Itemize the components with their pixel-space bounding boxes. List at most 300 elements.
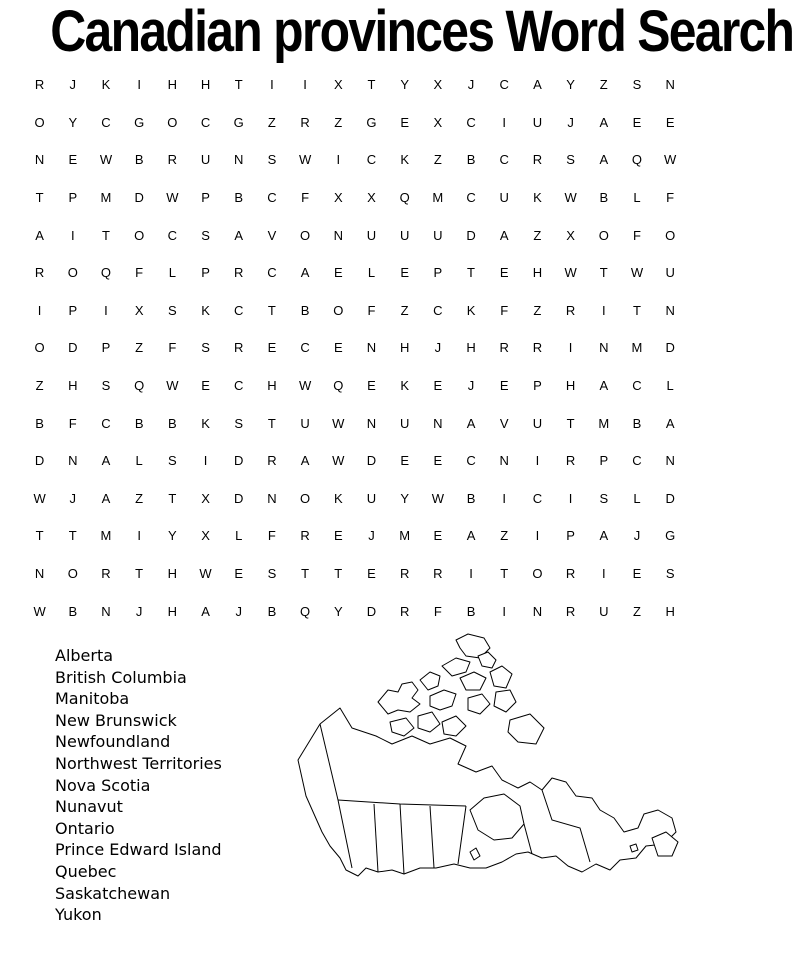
grid-letter: T — [68, 528, 77, 544]
grid-letter: I — [502, 490, 507, 506]
grid-letter: A — [665, 415, 675, 431]
grid-letter: I — [137, 77, 141, 93]
grid-letter: R — [565, 302, 576, 318]
grid-letter: Z — [135, 490, 144, 506]
grid-letter: B — [168, 415, 177, 431]
grid-letter: I — [137, 528, 141, 544]
grid-letter: C — [101, 114, 111, 130]
grid-letter: J — [135, 603, 143, 619]
grid-letter: B — [68, 603, 78, 619]
grid-letter: Z — [334, 114, 343, 130]
grid-letter: N — [366, 340, 377, 356]
grid-letter: R — [399, 566, 410, 582]
grid-letter: W — [199, 566, 212, 582]
word-list-item: Yukon — [55, 905, 102, 925]
grid-letter: P — [433, 265, 443, 281]
grid-letter: X — [134, 302, 144, 318]
grid-letter: N — [34, 566, 45, 582]
letter-grid — [23, 66, 693, 630]
grid-letter: U — [665, 265, 675, 281]
grid-letter: J — [434, 340, 442, 356]
grid-letter: N — [101, 603, 111, 619]
grid-letter: A — [599, 114, 609, 130]
grid-letter: D — [34, 453, 45, 469]
word-list-item: Alberta — [55, 646, 114, 665]
grid-letter: I — [535, 528, 540, 544]
grid-letter: B — [35, 415, 44, 431]
grid-letter: S — [201, 227, 210, 243]
arctic-island — [468, 694, 490, 714]
grid-letter: U — [300, 415, 310, 431]
grid-letter: X — [367, 190, 376, 206]
grid-letter: I — [502, 603, 507, 619]
word-list-item: Nunavut — [55, 797, 123, 817]
arctic-island — [390, 718, 414, 736]
grid-letter: B — [134, 152, 144, 168]
grid-letter: E — [433, 528, 443, 544]
grid-letter: K — [333, 490, 343, 506]
grid-letter: B — [134, 415, 144, 431]
arctic-island — [508, 714, 544, 744]
grid-letter: J — [368, 528, 375, 544]
grid-letter: H — [665, 603, 675, 619]
grid-letter: P — [533, 378, 542, 394]
grid-letter: U — [499, 190, 509, 206]
arctic-island — [478, 652, 496, 668]
grid-letter: A — [300, 453, 310, 469]
grid-letter: N — [234, 152, 244, 168]
grid-letter: P — [101, 340, 111, 356]
grid-letter: S — [599, 490, 609, 506]
grid-letter: W — [630, 265, 644, 281]
grid-letter: R — [300, 528, 310, 544]
grid-letter: I — [37, 302, 42, 318]
grid-letter: C — [532, 490, 543, 506]
grid-letter: I — [104, 302, 108, 318]
grid-letter: U — [366, 227, 377, 243]
grid-letter: B — [234, 190, 244, 206]
grid-letter: Z — [632, 603, 641, 619]
grid-letter: L — [633, 190, 641, 206]
grid-letter: C — [632, 453, 642, 469]
grid-letter: X — [433, 114, 443, 130]
grid-letter: F — [367, 302, 376, 318]
grid-letter: T — [35, 528, 44, 544]
grid-letter: E — [201, 378, 210, 394]
grid-letter: W — [166, 378, 179, 394]
grid-letter: Q — [100, 265, 112, 281]
grid-letter: E — [333, 265, 343, 281]
grid-letter: A — [499, 227, 509, 243]
grid-letter: I — [203, 453, 208, 469]
grid-letter: S — [168, 453, 177, 469]
grid-letter: J — [69, 490, 77, 506]
grid-letter: Y — [566, 77, 575, 93]
grid-letter: C — [267, 190, 277, 206]
grid-letter: I — [568, 490, 573, 506]
canada-map-illustration — [280, 632, 700, 882]
grid-letter: C — [234, 302, 244, 318]
grid-letter: O — [67, 566, 78, 582]
grid-letter: P — [599, 453, 609, 469]
grid-letter: T — [35, 190, 44, 206]
grid-letter: K — [533, 190, 542, 206]
grid-letter: S — [234, 415, 244, 431]
grid-letter: I — [601, 302, 606, 318]
grid-letter: M — [631, 340, 643, 356]
grid-letter: W — [298, 152, 312, 168]
grid-letter: E — [367, 566, 376, 582]
grid-letter: N — [267, 490, 277, 506]
grid-letter: V — [267, 227, 277, 243]
grid-letter: I — [601, 566, 606, 582]
grid-letter: A — [533, 77, 542, 93]
grid-letter: O — [167, 114, 178, 130]
grid-row — [23, 592, 693, 630]
grid-letter: H — [167, 77, 178, 93]
grid-letter: E — [333, 528, 343, 544]
grid-letter: Y — [333, 603, 343, 619]
grid-letter: T — [566, 415, 575, 431]
arctic-island — [420, 672, 440, 690]
grid-letter: J — [567, 114, 574, 130]
grid-letter: K — [201, 302, 210, 318]
grid-letter: R — [34, 77, 45, 93]
grid-letter: R — [234, 340, 244, 356]
grid-letter: D — [366, 603, 377, 619]
grid-letter: E — [267, 340, 277, 356]
word-list-item: Saskatchewan — [55, 883, 171, 903]
grid-letter: Y — [400, 77, 409, 93]
grid-letter: H — [68, 378, 78, 394]
grid-letter: T — [467, 265, 475, 281]
grid-letter: H — [532, 265, 543, 281]
grid-letter: X — [566, 227, 575, 243]
grid-letter: H — [565, 378, 576, 394]
grid-letter: Z — [533, 227, 542, 243]
word-list-item: New Brunswick — [55, 710, 177, 730]
grid-letter: E — [499, 265, 509, 281]
grid-letter: E — [400, 114, 409, 130]
grid-letter: X — [201, 490, 210, 506]
grid-letter: I — [568, 340, 573, 356]
grid-letter: P — [68, 302, 78, 318]
grid-letter: M — [432, 190, 444, 206]
grid-row — [23, 179, 693, 217]
grid-letter: M — [100, 528, 112, 544]
grid-letter: E — [68, 152, 78, 168]
grid-letter: H — [200, 77, 211, 93]
grid-letter: S — [632, 77, 642, 93]
grid-letter: A — [35, 227, 44, 243]
grid-letter: Z — [599, 77, 608, 93]
grid-letter: O — [333, 302, 344, 318]
grid-letter: O — [300, 490, 311, 506]
grid-letter: R — [433, 566, 443, 582]
grid-letter: Y — [400, 490, 409, 506]
grid-letter: P — [566, 528, 575, 544]
grid-letter: T — [500, 566, 509, 582]
grid-letter: H — [167, 603, 178, 619]
grid-letter: B — [599, 190, 609, 206]
grid-letter: W — [564, 265, 577, 281]
grid-letter: D — [68, 340, 78, 356]
grid-letter: P — [68, 190, 78, 206]
grid-letter: R — [101, 566, 111, 582]
grid-letter: N — [333, 227, 343, 243]
grid-letter: Q — [333, 378, 344, 394]
grid-letter: M — [100, 190, 112, 206]
grid-letter: O — [665, 227, 676, 243]
grid-letter: F — [168, 340, 177, 356]
grid-letter: L — [135, 453, 143, 469]
word-list-item: Nova Scotia — [55, 775, 151, 795]
arctic-island — [378, 682, 420, 714]
grid-row — [23, 555, 693, 593]
grid-letter: O — [67, 265, 78, 281]
grid-letter: U — [532, 114, 543, 130]
page-title: Canadian provinces Word Search — [50, 0, 793, 64]
grid-letter: S — [267, 566, 277, 582]
word-list-item: Quebec — [55, 861, 117, 881]
grid-letter: W — [332, 415, 345, 431]
grid-letter: B — [300, 302, 310, 318]
grid-letter: W — [298, 378, 312, 394]
word-list-item: British Columbia — [55, 667, 187, 687]
grid-letter: R — [267, 453, 277, 469]
grid-letter: X — [333, 190, 343, 206]
grid-letter: I — [469, 566, 473, 582]
grid-letter: J — [235, 603, 242, 619]
grid-letter: S — [101, 378, 111, 394]
grid-letter: C — [632, 378, 642, 394]
grid-row — [23, 404, 693, 442]
grid-letter: R — [499, 340, 509, 356]
arctic-island — [442, 716, 466, 736]
grid-letter: T — [367, 77, 376, 93]
grid-letter: O — [532, 566, 543, 582]
grid-letter: E — [665, 114, 675, 130]
grid-letter: I — [270, 77, 274, 93]
grid-letter: H — [466, 340, 476, 356]
grid-letter: G — [233, 114, 244, 130]
grid-letter: V — [499, 415, 509, 431]
grid-letter: F — [433, 603, 442, 619]
grid-row — [23, 104, 693, 142]
word-list-item: Northwest Territories — [55, 753, 222, 773]
word-list-item: Newfoundland — [55, 732, 171, 752]
grid-letter: Z — [500, 528, 509, 544]
arctic-island — [460, 672, 486, 690]
grid-letter: A — [466, 415, 476, 431]
grid-letter: A — [101, 453, 111, 469]
grid-letter: T — [168, 490, 177, 506]
grid-letter: N — [665, 302, 675, 318]
grid-letter: T — [599, 265, 608, 281]
grid-letter: D — [366, 453, 377, 469]
grid-letter: C — [466, 114, 476, 130]
grid-letter: F — [301, 190, 310, 206]
grid-letter: T — [632, 302, 641, 318]
grid-letter: G — [366, 114, 377, 130]
grid-letter: I — [303, 77, 307, 93]
grid-letter: F — [500, 302, 509, 318]
grid-letter: R — [565, 566, 576, 582]
grid-letter: E — [333, 340, 343, 356]
grid-letter: N — [532, 603, 543, 619]
grid-letter: R — [532, 340, 543, 356]
canada-mainland — [298, 708, 676, 876]
grid-letter: A — [234, 227, 244, 243]
grid-letter: W — [664, 152, 677, 168]
grid-letter: X — [333, 77, 343, 93]
grid-letter: W — [431, 490, 444, 506]
grid-letter: F — [135, 265, 144, 281]
grid-letter: R — [167, 152, 178, 168]
grid-letter: N — [665, 77, 675, 93]
grid-letter: J — [69, 77, 77, 93]
grid-letter: P — [201, 265, 210, 281]
grid-letter: D — [665, 490, 675, 506]
grid-letter: L — [235, 528, 243, 544]
grid-letter: U — [399, 227, 410, 243]
grid-letter: C — [167, 227, 178, 243]
grid-letter: Y — [168, 528, 177, 544]
grid-letter: W — [33, 603, 46, 619]
grid-letter: T — [267, 415, 276, 431]
grid-letter: W — [99, 152, 113, 168]
grid-letter: F — [68, 415, 77, 431]
grid-letter: E — [499, 378, 509, 394]
grid-letter: L — [666, 378, 674, 394]
grid-letter: E — [400, 453, 409, 469]
grid-letter: S — [201, 340, 210, 356]
grid-letter: R — [532, 152, 543, 168]
grid-letter: J — [467, 77, 475, 93]
grid-letter: N — [366, 415, 377, 431]
grid-row — [23, 517, 693, 555]
grid-letter: H — [267, 378, 277, 394]
grid-letter: R — [565, 603, 576, 619]
grid-letter: C — [200, 114, 211, 130]
grid-letter: U — [532, 415, 543, 431]
grid-letter: P — [201, 190, 210, 206]
grid-letter: Z — [35, 378, 44, 394]
grid-row — [23, 480, 693, 518]
grid-letter: E — [433, 378, 443, 394]
grid-letter: L — [168, 265, 176, 281]
grid-row — [23, 442, 693, 480]
grid-letter: N — [665, 453, 675, 469]
grid-letter: X — [433, 77, 443, 93]
grid-letter: I — [336, 152, 341, 168]
grid-letter: A — [101, 490, 111, 506]
grid-letter: S — [168, 302, 177, 318]
grid-letter: J — [467, 378, 475, 394]
arctic-island — [442, 658, 470, 676]
grid-letter: O — [134, 227, 145, 243]
grid-letter: D — [234, 453, 244, 469]
word-list — [55, 645, 222, 926]
grid-letter: O — [34, 114, 45, 130]
grid-letter: Z — [533, 302, 542, 318]
grid-letter: B — [632, 415, 642, 431]
grid-letter: R — [234, 265, 244, 281]
grid-letter: A — [466, 528, 476, 544]
grid-letter: A — [300, 265, 310, 281]
grid-letter: W — [33, 490, 46, 506]
grid-letter: A — [599, 152, 609, 168]
grid-letter: Y — [68, 114, 78, 130]
grid-letter: T — [101, 227, 110, 243]
grid-letter: R — [565, 453, 576, 469]
grid-letter: O — [598, 227, 609, 243]
grid-letter: C — [466, 190, 476, 206]
small-island — [630, 844, 638, 852]
grid-letter: F — [267, 528, 276, 544]
grid-letter: C — [101, 415, 111, 431]
grid-letter: J — [633, 528, 641, 544]
grid-letter: F — [666, 190, 675, 206]
word-list-item: Ontario — [55, 818, 115, 838]
grid-letter: U — [433, 227, 443, 243]
word-list-item: Manitoba — [55, 689, 130, 709]
grid-letter: N — [34, 152, 45, 168]
grid-letter: Q — [399, 190, 410, 206]
grid-row — [23, 367, 693, 405]
grid-letter: N — [433, 415, 443, 431]
grid-letter: Q — [134, 378, 145, 394]
grid-letter: E — [400, 265, 409, 281]
grid-letter: Z — [135, 340, 144, 356]
grid-letter: R — [300, 114, 310, 130]
grid-letter: C — [499, 152, 509, 168]
word-list-item: Prince Edward Island — [55, 840, 222, 860]
grid-letter: K — [400, 378, 409, 394]
grid-letter: Z — [267, 114, 276, 130]
grid-letter: L — [633, 490, 641, 506]
grid-letter: C — [300, 340, 310, 356]
grid-letter: A — [599, 528, 609, 544]
grid-letter: G — [665, 528, 676, 544]
grid-letter: M — [598, 415, 610, 431]
grid-letter: T — [301, 566, 310, 582]
grid-letter: K — [101, 77, 111, 93]
grid-letter: A — [599, 378, 609, 394]
grid-letter: C — [366, 152, 377, 168]
grid-letter: K — [466, 302, 476, 318]
grid-letter: I — [535, 453, 540, 469]
grid-letter: K — [400, 152, 409, 168]
grid-letter: B — [466, 603, 476, 619]
grid-letter: Q — [300, 603, 311, 619]
grid-letter: R — [399, 603, 410, 619]
grid-letter: E — [632, 566, 642, 582]
grid-letter: W — [564, 190, 577, 206]
grid-letter: Q — [631, 152, 643, 168]
grid-letter: D — [134, 190, 144, 206]
grid-letter: N — [499, 453, 509, 469]
grid-letter: B — [267, 603, 277, 619]
grid-letter: S — [267, 152, 277, 168]
grid-letter: T — [135, 566, 144, 582]
grid-letter: B — [466, 490, 476, 506]
grid-letter: W — [332, 453, 345, 469]
grid-letter: W — [166, 190, 179, 206]
grid-letter: O — [34, 340, 45, 356]
grid-letter: C — [433, 302, 443, 318]
grid-letter: H — [167, 566, 178, 582]
